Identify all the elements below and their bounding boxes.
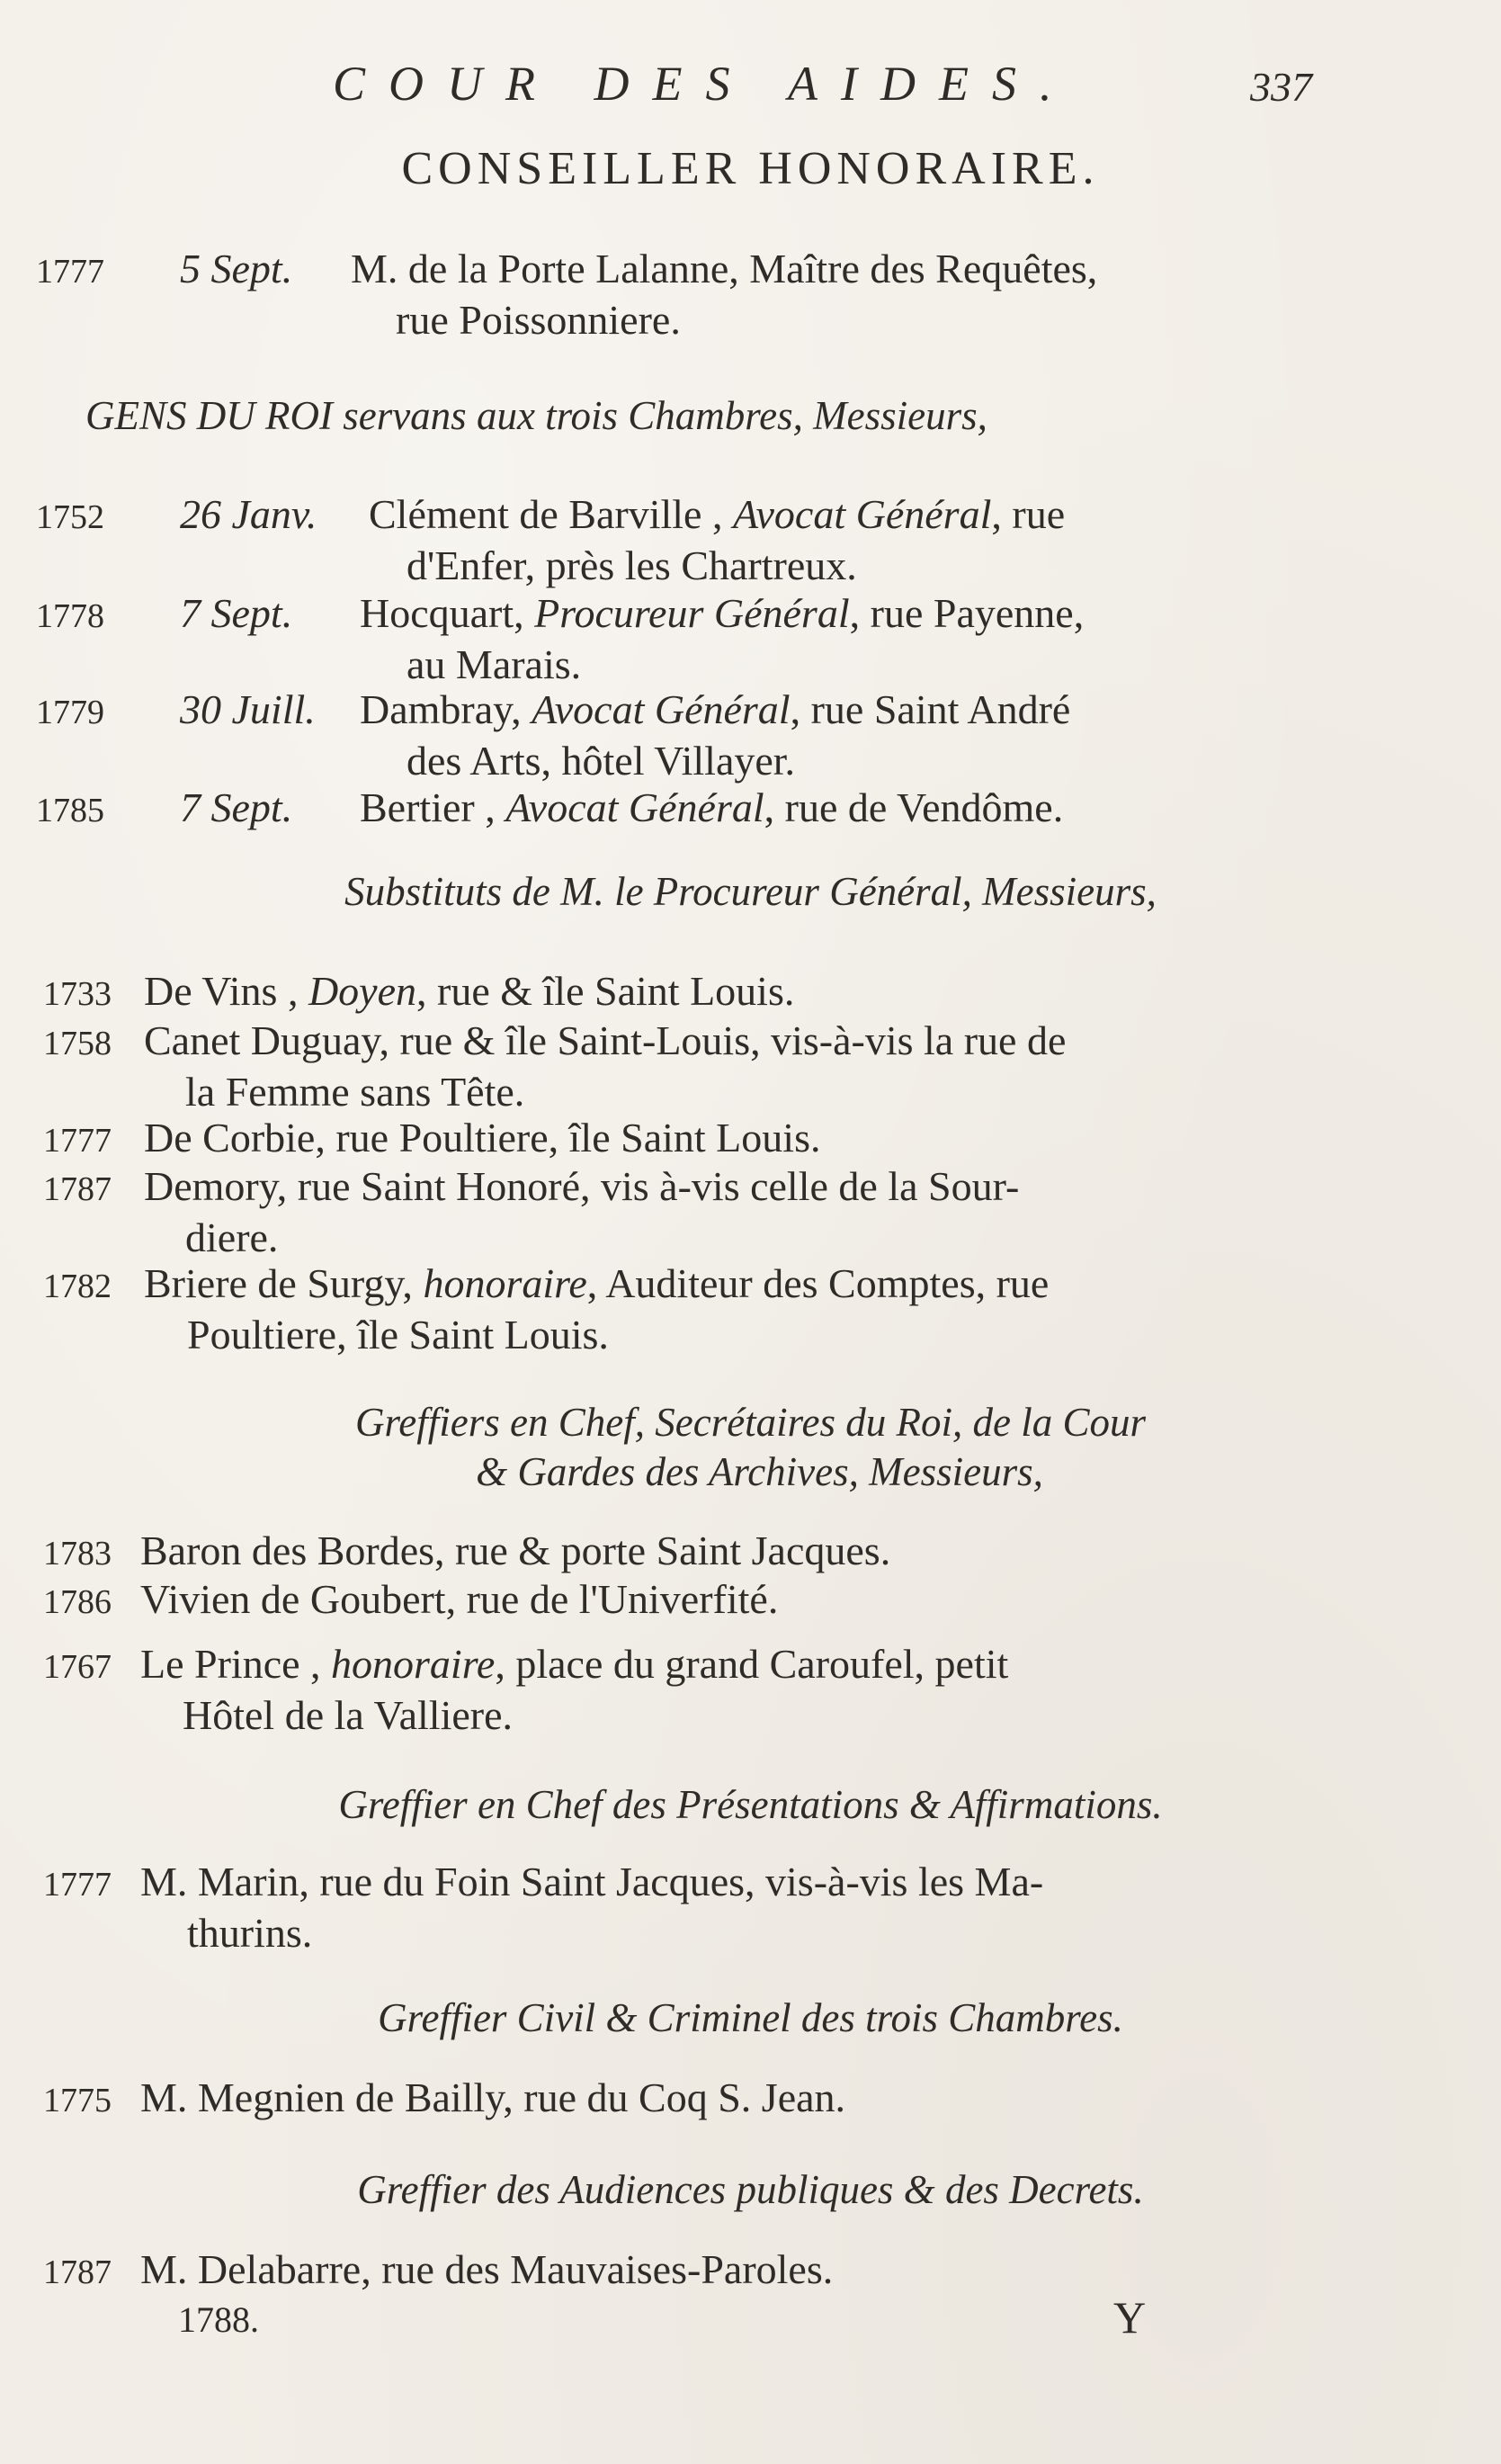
entry-name: Clément de Barville , [369, 491, 723, 537]
entry-text: Demory, rue Saint Honoré, vis à-vis celle de la Sour- [144, 1163, 1020, 1209]
entry-date: 5 Sept. [180, 246, 293, 291]
signature-mark: Y [1113, 2292, 1147, 2343]
entry-row [43, 2245, 833, 2297]
section-heading-greffiers-en-chef-line2: & Gardes des Archives, Messieurs, [476, 1449, 1043, 1494]
entry-text: M. Delabarre, rue des Mauvaises-Paroles. [140, 2246, 834, 2292]
entry-row [36, 784, 1063, 835]
entry-text: , rue [991, 491, 1066, 537]
entry-continuation: rue Poissonniere. [396, 297, 681, 343]
entry-role: honoraire [423, 1260, 587, 1306]
entry-row [36, 685, 1070, 785]
entry-row [43, 1527, 890, 1578]
entry-role: Procureur Général [534, 590, 850, 636]
entry-row [43, 1259, 1049, 1359]
running-title: COUR DES AIDES. [333, 57, 1076, 111]
entry-date: 7 Sept. [180, 784, 293, 830]
entry-row [43, 2074, 845, 2125]
entry-text: , rue & île Saint Louis. [416, 968, 795, 1014]
entry-text: M. Marin, rue du Foin Saint Jacques, vis-à-vis les Ma- [140, 1859, 1044, 1904]
entry-year: 1778 [36, 597, 104, 635]
entry-row [43, 1162, 1019, 1262]
entry-row [43, 967, 794, 1018]
entry-continuation: thurins. [187, 1910, 313, 1956]
entry-text: , Auditeur des Comptes, rue [586, 1260, 1050, 1306]
entry-year: 1779 [36, 694, 104, 731]
entry-year: 1775 [43, 2082, 112, 2119]
entry-text: De Corbie, rue Poultiere, île Saint Louis. [144, 1115, 821, 1160]
entry-continuation: d'Enfer, près les Chartreux. [407, 542, 857, 588]
section-heading-greffiers-en-chef: Greffiers en Chef, Secrétaires du Roi, de la Cour [354, 1400, 1147, 1445]
entry-year: 1767 [43, 1648, 112, 1686]
entry-year: 1787 [43, 2253, 112, 2291]
entry-text: Canet Duguay, rue & île Saint-Louis, vis-à-vis la rue de [144, 1017, 1067, 1063]
section-heading-gens-du-roi: GENS DU ROI servans aux trois Chambres, Messieurs, [85, 393, 987, 438]
entry-year: 1785 [36, 792, 104, 829]
entry-continuation: la Femme sans Tête. [185, 1069, 525, 1115]
entry-continuation: Hôtel de la Valliere. [183, 1692, 514, 1738]
entry-year: 1777 [36, 253, 104, 291]
entry-year: 1786 [43, 1583, 112, 1621]
entry-year: 1783 [43, 1535, 112, 1572]
section-heading-presentations: Greffier en Chef des Présentations & Affirmations. [338, 1782, 1163, 1827]
entry-text: M. Megnien de Bailly, rue du Coq S. Jean. [140, 2074, 846, 2120]
entry-text: , place du grand Caroufel, petit [495, 1641, 1009, 1687]
section-heading-audiences: Greffier des Audiences publiques & des Decrets. [357, 2167, 1144, 2212]
entry-role: Avocat Général [532, 686, 791, 732]
section-heading-civil-criminel: Greffier Civil & Criminel des trois Chambres. [378, 1995, 1123, 2040]
entry-role: Avocat Général [505, 784, 764, 830]
entry-year: 1733 [43, 975, 112, 1013]
entry-row [43, 1575, 778, 1626]
entry-year: 1782 [43, 1268, 112, 1305]
entry-row [36, 245, 1097, 345]
entry-name: Hocquart, [360, 590, 524, 636]
entry-text: Baron des Bordes, rue & porte Saint Jacques. [140, 1528, 891, 1573]
entry-text: , rue Saint André [790, 686, 1071, 732]
entry-date: 26 Janv. [180, 491, 317, 537]
entry-name: Dambray, [360, 686, 522, 732]
entry-row [43, 1017, 1066, 1116]
section-heading-substituts: Substituts de M. le Procureur Général, Messieurs, [344, 869, 1157, 914]
entry-role: honoraire [331, 1641, 496, 1687]
entry-continuation: diere. [185, 1214, 279, 1260]
entry-continuation: au Marais. [407, 641, 582, 687]
entry-text: M. de la Porte Lalanne, Maître des Requêtes, [351, 246, 1098, 291]
entry-row [43, 1114, 820, 1165]
entry-continuation: Poultiere, île Saint Louis. [187, 1312, 609, 1357]
entry-row [36, 490, 1065, 590]
section-heading-conseiller: CONSEILLER HONORAIRE. [401, 143, 1100, 194]
entry-date: 7 Sept. [180, 590, 293, 636]
entry-continuation: des Arts, hôtel Villayer. [407, 738, 796, 784]
entry-row [36, 589, 1084, 689]
page-footer [0, 2292, 1501, 2352]
entry-year: 1777 [43, 1866, 112, 1904]
entry-row [43, 1858, 1043, 1958]
page-number: 337 [1250, 64, 1312, 110]
footer-year: 1788. [178, 2299, 259, 2340]
entry-year: 1758 [43, 1025, 112, 1062]
entry-text: Vivien de Goubert, rue de l'Univerfité. [140, 1576, 779, 1622]
entry-role: Doyen [308, 968, 417, 1014]
entry-year: 1752 [36, 498, 104, 536]
entry-date: 30 Juill. [180, 686, 316, 732]
entry-name: De Vins , [144, 968, 299, 1014]
entry-role: Avocat Général [732, 491, 992, 537]
entry-name: Le Prince , [140, 1641, 321, 1687]
entry-text: , rue Payenne, [849, 590, 1085, 636]
entry-name: Briere de Surgy, [144, 1260, 413, 1306]
entry-text: , rue de Vendôme. [764, 784, 1064, 830]
entry-row [43, 1640, 1008, 1740]
page-header [0, 56, 1501, 119]
entry-year: 1787 [43, 1170, 112, 1208]
entry-name: Bertier , [360, 784, 496, 830]
entry-year: 1777 [43, 1122, 112, 1160]
